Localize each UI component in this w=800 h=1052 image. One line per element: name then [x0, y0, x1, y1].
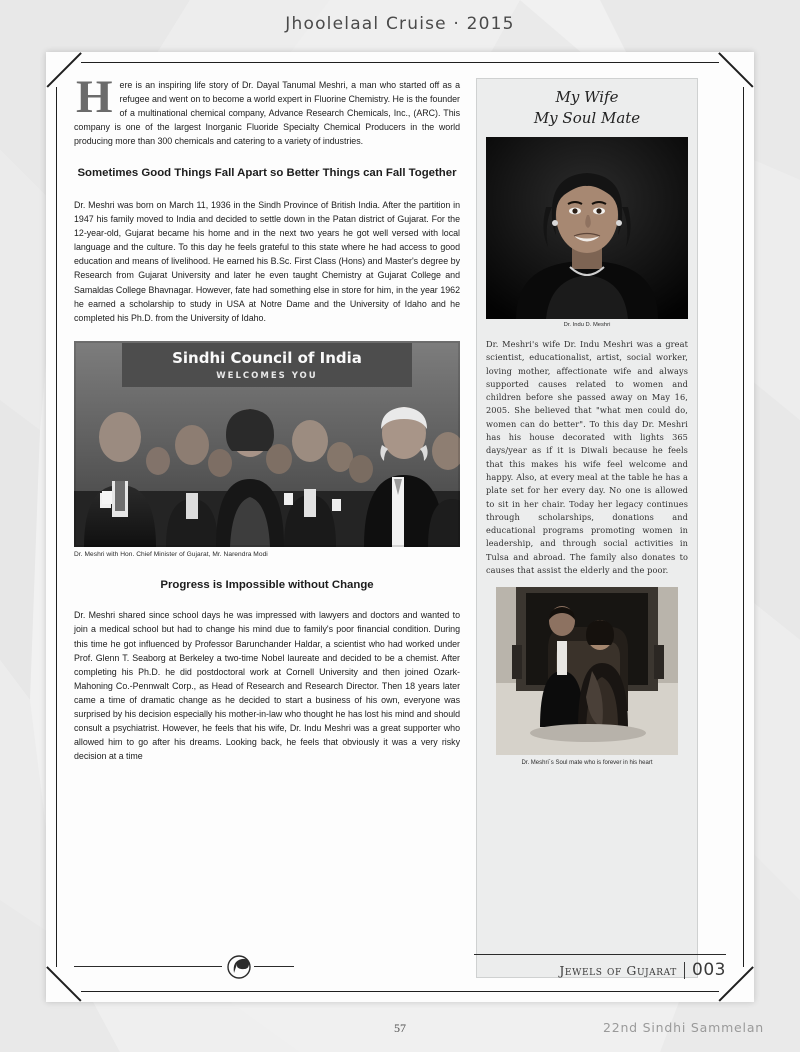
footer-rule-left-2 — [254, 966, 294, 967]
intro-paragraph-text: ere is an inspiring life story of Dr. Dayal Tanumal Meshri, a man who started off as a refugee and went on to become a world expert in Fluorine Chemistry. He is the founder of a multinational chemical company, Advance Research Chemicals, Inc., (ARC). This company is one of the largest Inorganic Fluoride Specialty Chemical Producers in the world producing more than 300 chemicals and catering to a variety of industries. — [74, 80, 460, 147]
footer-ornament — [224, 954, 254, 980]
section-heading-1: Sometimes Good Things Fall Apart so Better Things can Fall Together — [77, 167, 457, 180]
group-photo-caption: Dr. Meshri with Hon. Chief Minister of Gujarat, Mr. Narendra Modi — [74, 550, 268, 558]
masthead-title: Jhoolelaal Cruise · 2015 — [285, 14, 515, 34]
couple-photo-image — [496, 587, 678, 755]
footer-rule-left — [74, 966, 222, 967]
group-photo-image — [74, 341, 460, 547]
drop-cap: H — [76, 71, 113, 123]
portrait-photo-image — [486, 137, 688, 319]
footer-brand — [559, 960, 726, 980]
couple-photo-caption: Dr. Meshri`s Soul mate who is forever in his heart — [521, 760, 653, 767]
page-footer — [74, 954, 726, 984]
sidebar-title-line-2: My Soul Mate — [533, 109, 641, 127]
sidebar-column — [476, 78, 698, 978]
portrait-photo — [486, 137, 688, 319]
sidebar-body-text: Dr. Meshri's wife Dr. Indu Meshri was a great scientist, educationalist, artist, social worker, loving mother, affectionate wife and always supported causes related to women and children before she passed away on May 16, 2005. She believed that "what men could do, women can do better". To this day Dr. Meshri has his house decorated with lights 365 days/year as if it is Diwali because he feels that this makes his wife feel welcome and happy. Also, at every meal at the table he has a plate set for her every day. No one is allowed to sit in her chair. Today her legacy continues through scholarships, donations and educational programs promoting women in leadership, and through social activities in Tulsa and abroad. The family also donates to causes that assist the elderly and the poor. — [486, 339, 688, 576]
paragraph-3: Dr. Meshri shared since school days he was impressed with lawyers and doctors and wanted to join a medical school but had to change his mind due to family's poor financial condition. During this time he got influenced by Professor Barunchander Haldar, a scientist who had worked under Prof. Glenn T. Seaborg at Berkeley a two-time Nobel laureate and decided to be a chemist. After completing his Ph.D. he did postdoctoral work at Cornell University and then joined Ozark-Mahoning Co.-Pennwalt Corp., as Head of Research and Research Director. Then 18 years later came a time of dramatic change as he decided to start a business of his own, everyone was surprised by his decision especially his mother-in-law who thought he has lost his mind and should consult a psychiatrist. However, he feels that his wife, Dr. Indu Meshri was a great supporter who allowed him to go after his dreams. Looking back, he feels that obviously it was a very risky decision at a time — [74, 610, 460, 762]
svg-text:WELCOMES YOU: WELCOMES YOU — [216, 370, 318, 381]
footer-brand-text: Jewels of Gujarat — [559, 963, 677, 978]
paisley-ornament-icon — [224, 954, 254, 980]
section-heading-2: Progress is Impossible without Change — [160, 578, 374, 591]
sheet-page-number: 57 — [394, 1021, 406, 1035]
svg-text:Sindhi Council of India: Sindhi Council of India — [172, 348, 362, 367]
intro-paragraph — [74, 71, 460, 148]
footer-rule-right — [474, 954, 726, 955]
footer-folio-number: 003 — [692, 960, 726, 980]
page-content — [74, 71, 726, 978]
sidebar-panel — [476, 78, 698, 978]
magazine-page — [46, 52, 754, 1002]
sidebar-title — [486, 87, 688, 129]
article-column — [74, 71, 460, 978]
couple-photo — [496, 587, 678, 755]
publication-name: 22nd Sindhi Sammelan — [602, 1020, 764, 1035]
sidebar-title-line-1: My Wife — [555, 88, 619, 106]
portrait-photo-caption: Dr. Indu D. Meshri — [563, 322, 611, 328]
group-photo — [74, 341, 460, 547]
paragraph-2: Dr. Meshri was born on March 11, 1936 in the Sindh Province of British India. After the partition in 1947 his family moved to India and decided to settle down in the Patan district of Gujarat. For the 12-year-old, Gujarat became his home and in the next two years he got well versed with local language and the culture. To this day he feels grateful to this state where he had access to good education and means of livelihood. He earned his B.Sc. First Class (Hons) and Master's degree by Research from Gujarat University and later he even taught Chemistry at Gujarat College and Samaldas College Bhavnagar. However, fate had something else in store for him, in the year 1962 he earned a scholarship to study in USA at Notre Dame and the University of Idaho and he completed his Ph.D. from the University of Idaho. — [74, 199, 460, 323]
footer-brand-divider — [684, 962, 685, 979]
